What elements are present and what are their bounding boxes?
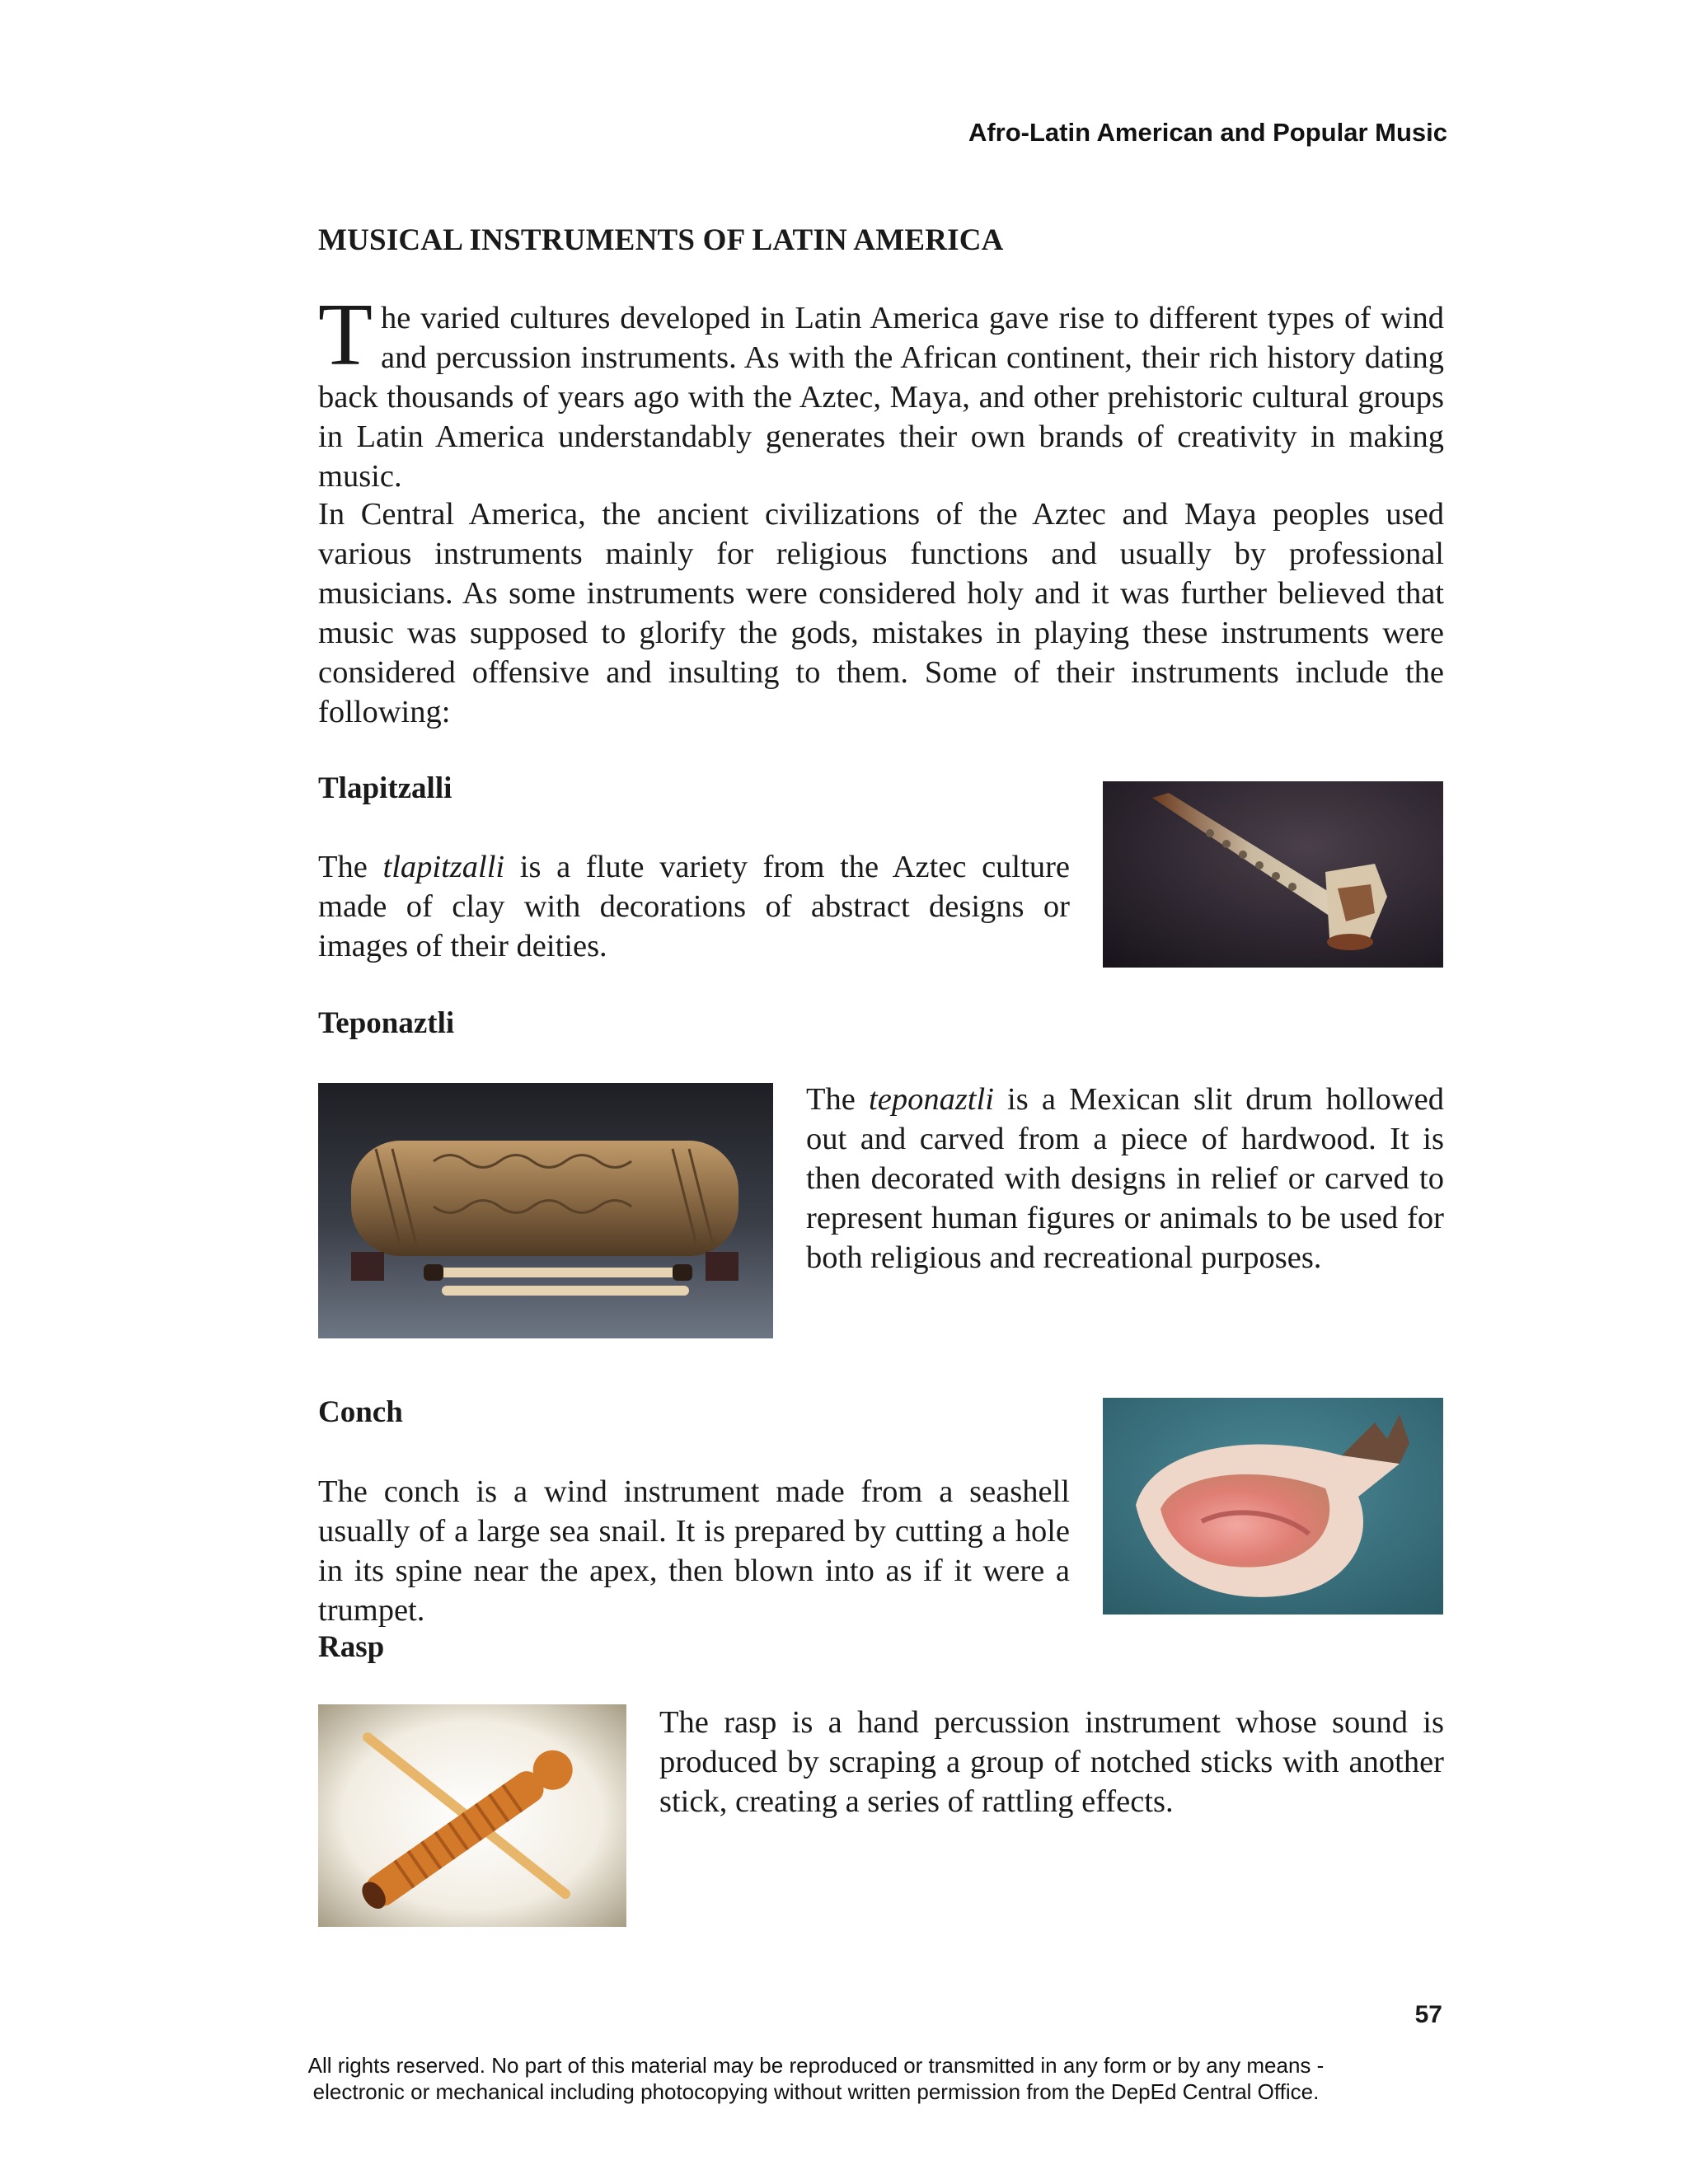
drop-cap: T xyxy=(318,286,373,384)
tlapitzalli-text-pre: The xyxy=(318,850,383,884)
rasp-description: The rasp is a hand percussion instrument whose sound is produced by scraping a group of notched sticks with another stick, creating a series of rattling effects. xyxy=(659,1705,1444,1819)
central-america-paragraph: In Central America, the ancient civilizations of the Aztec and Maya peoples used various instruments mainly for religious functions and usually by professional musicians. As some instruments were considered holy and it was further believed that music was supposed to glorify the gods, mistakes in playing these instruments were considered offensive and insulting to them. Some of their instruments include the following: xyxy=(318,497,1444,729)
intro-text: he varied cultures developed in Latin America gave rise to different types of wind and percussion instruments. As with the African continent, their rich history dating back thousands of years ago with the Aztec, Maya, and other prehistoric cultural groups in Latin America understandably generates their own brands of creativity in making music. xyxy=(318,301,1444,494)
tlapitzalli-text-post: is a flute variety from the Aztec culture made of clay with decorations of abstract designs or images of their deities. xyxy=(318,850,1070,963)
tlapitzalli-term: tlapitzalli xyxy=(382,850,505,884)
rasp-title: Rasp xyxy=(318,1630,385,1664)
teponaztli-description xyxy=(806,1080,1444,1277)
tlapitzalli-description xyxy=(318,847,1070,966)
conch-description: The conch is a wind instrument made from a seashell usually of a large sea snail. It is prepared by cutting a hole in its spine near the apex, then blown into as if it were a trumpet. xyxy=(318,1474,1070,1628)
conch-photo xyxy=(1103,1398,1443,1615)
footer-line-2: electronic or mechanical including photocopying without written permission from the DepEd Central Office. xyxy=(312,2079,1320,2104)
teponaztli-text-post: is a Mexican slit drum hollowed out and carved from a piece of hardwood. It is then decorated with designs in relief or carved to represent human figures or animals to be used for both religious and recreational purposes. xyxy=(806,1082,1444,1275)
section-title: MUSICAL INSTRUMENTS OF LATIN AMERICA xyxy=(318,223,1004,257)
tlapitzalli-title: Tlapitzalli xyxy=(318,771,452,805)
intro-paragraph xyxy=(318,286,1444,496)
tlapitzalli-photo xyxy=(1103,781,1443,968)
teponaztli-text-pre: The xyxy=(806,1082,870,1117)
teponaztli-term: teponaztli xyxy=(869,1082,994,1117)
conch-title: Conch xyxy=(318,1395,403,1429)
footer-line-1: All rights reserved. No part of this material may be reproduced or transmitted in any form or by any means - xyxy=(307,2053,1325,2078)
running-header: Afro-Latin American and Popular Music xyxy=(968,118,1447,147)
rasp-photo xyxy=(318,1704,626,1927)
page-number: 57 xyxy=(1414,2001,1442,2028)
teponaztli-title: Teponaztli xyxy=(318,1006,455,1040)
teponaztli-photo xyxy=(318,1083,773,1338)
copyright-footer xyxy=(272,2052,1360,2105)
